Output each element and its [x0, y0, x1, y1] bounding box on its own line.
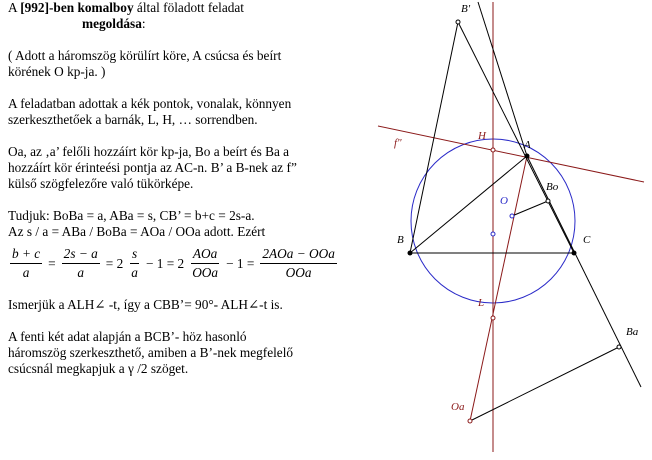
point-circumcenter [491, 232, 495, 236]
final-line-3: csúcsnál megkapjuk a γ /2 szöget. [8, 361, 189, 376]
label-C: C [583, 234, 591, 246]
line-B-Bprime [410, 22, 458, 253]
formula-op-1: = [48, 255, 56, 271]
point-O [510, 214, 514, 218]
solution-colon: : [141, 16, 146, 31]
final-line-1: A fenti két adat alapján a BCB’- höz hasonló [8, 329, 247, 344]
oa-line-3: külső szögfelezőre való tükörképe. [8, 176, 194, 191]
point-Bo [546, 199, 550, 203]
line-Oa-Ba [470, 347, 619, 421]
point-Bprime [456, 20, 460, 24]
fraction-5: $\frac{\text{2AOa − OOa}}{\text{OOa}}$ [262, 246, 335, 280]
title-bold: [992]-ben komalboy [20, 0, 134, 15]
label-Bprime: B' [461, 3, 471, 15]
label-O: O [500, 195, 508, 207]
label-f-double-prime: f" [394, 137, 402, 149]
solution-label: megoldása [82, 16, 142, 31]
fraction-4: $\frac{\text{AOa}}{\text{OOa}}$ [192, 246, 219, 280]
label-L: L [478, 297, 485, 309]
label-Oa: Oa [451, 401, 465, 413]
oa-line-2: hozzáírt kör érinteési pontja az AC-n. B’ a B-nek az f” [8, 160, 297, 175]
fraction-1: $\frac{b + c}{a}$ [12, 246, 41, 280]
label-B: B [397, 234, 404, 246]
line-C-Bprime [458, 22, 574, 253]
point-L [491, 316, 495, 320]
fraction-2: $\frac{2s - a}{a}$ [63, 246, 98, 280]
formula-op-3: − 1 = 2 [145, 255, 185, 271]
intro-line-2: körének O kp-ja. ) [8, 64, 106, 79]
known-line-2: Az s / a = ABa / BoBa = AOa / OOa adott. Ezért [8, 224, 266, 239]
given-line-2: szerkeszthetőek a barnák, L, H, … sorrendben. [8, 112, 258, 127]
formula-op-2: = 2 [105, 255, 124, 271]
point-A [525, 154, 530, 159]
point-Ba [617, 345, 621, 349]
line-O-Bo [512, 201, 548, 216]
known-line-1: Tudjuk: BoBa = a, ABa = s, CB’ = b+c = 2s-a. [8, 208, 255, 223]
point-B [408, 251, 413, 256]
formula-op-4: − 1 = [226, 255, 255, 271]
side-AC-extended [527, 156, 641, 387]
final-line-2: háromszög szerkeszthető, amiben a B’-nek megfelelő [8, 345, 294, 360]
alh-line: Ismerjük a ALH∠ -t, így a CBB’= 90°- ALH∠-t is. [8, 297, 283, 312]
label-Ba: Ba [626, 326, 639, 338]
title-prefix: A [8, 0, 21, 15]
given-line-1: A feladatban adottak a kék pontok, vonalak, könnyen [8, 96, 292, 111]
fraction-3: $\frac{s}{a}$ [131, 246, 138, 280]
oa-line-1: Oa, az ‚a’ felőli hozzáírt kör kp-ja, Bo a beírt és Ba a [8, 144, 290, 159]
label-A: A [524, 139, 531, 151]
point-H [491, 148, 495, 152]
label-H: H [478, 130, 486, 142]
external-bisector-f [378, 126, 644, 182]
point-C [572, 251, 577, 256]
intro-line-1: ( Adott a háromszög körülírt köre, A csúcsa és beírt [8, 48, 282, 63]
point-Oa [468, 419, 472, 423]
label-Bo: Bo [546, 181, 559, 193]
title-suffix: által föladott feladat [133, 0, 244, 15]
